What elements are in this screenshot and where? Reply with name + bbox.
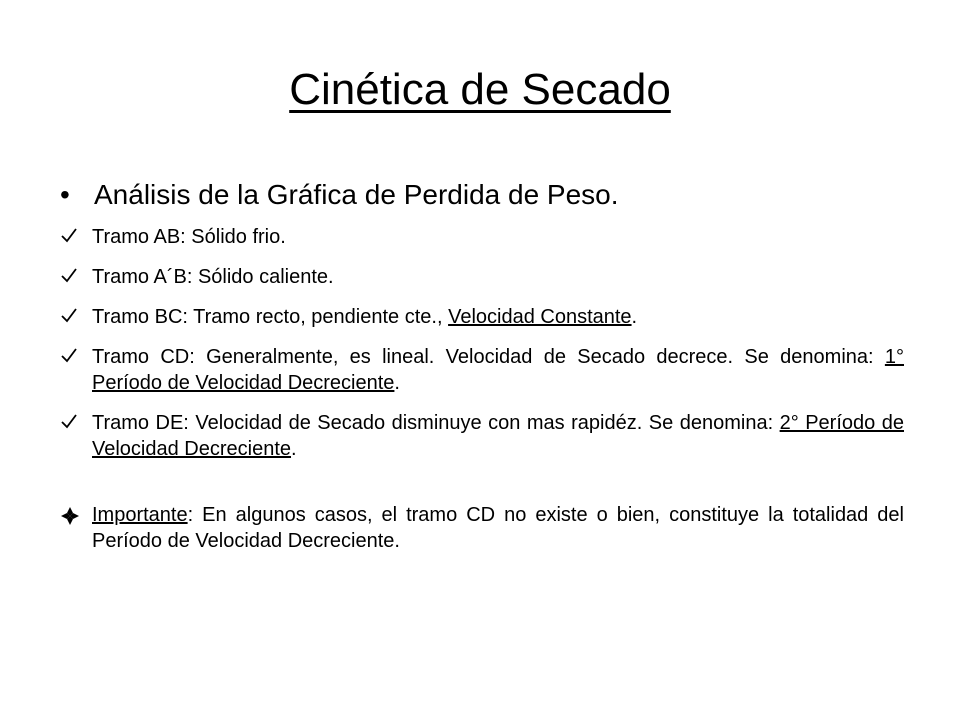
check-icon <box>60 304 92 324</box>
underlined-term: Velocidad Constante <box>448 306 632 328</box>
underlined-term: 1° Período de Velocidad Decreciente <box>92 346 904 394</box>
check-icon <box>60 344 92 364</box>
main-bullet <box>60 176 904 214</box>
list-item <box>60 410 904 462</box>
underlined-term: 2° Período de Velocidad Decreciente <box>92 412 904 460</box>
bullet-dot-icon: • <box>60 179 70 210</box>
list-item <box>60 264 904 290</box>
list-item-text: Tramo DE: Velocidad de Secado disminuye con mas rapidéz. Se denomina: 2° Período de Velocidad Decreciente. <box>92 412 904 460</box>
list-item-text: Tramo A´B: Sólido caliente. <box>92 266 334 288</box>
slide-content <box>60 176 904 568</box>
note-label: Importante <box>92 504 188 526</box>
check-icon <box>60 264 92 284</box>
list-item <box>60 224 904 250</box>
note-item <box>60 502 904 554</box>
main-bullet-text: Análisis de la Gráfica de Perdida de Peso. <box>94 179 619 210</box>
list-item <box>60 344 904 396</box>
list-item <box>60 304 904 330</box>
check-icon <box>60 410 92 430</box>
check-icon <box>60 224 92 244</box>
diamond-bullet-icon <box>60 502 92 526</box>
list-item-text: Tramo CD: Generalmente, es lineal. Velocidad de Secado decrece. Se denomina: 1° Período de Velocidad Decreciente. <box>92 346 904 394</box>
list-item-text: Tramo AB: Sólido frio. <box>92 226 286 248</box>
spacer <box>60 476 904 502</box>
slide-title: Cinética de Secado <box>289 65 671 114</box>
note-text: Importante: En algunos casos, el tramo CD no existe o bien, constituye la totalidad del Período de Velocidad Decreciente. <box>92 504 904 552</box>
list-item-text: Tramo BC: Tramo recto, pendiente cte., Velocidad Constante. <box>92 306 638 328</box>
